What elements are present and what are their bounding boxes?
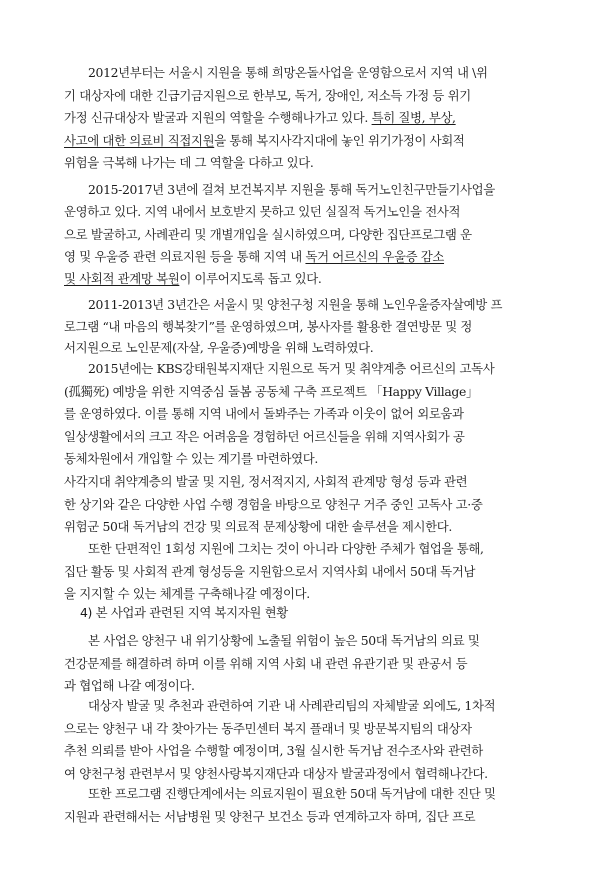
line-text: 한 상기와 같은 다양한 사업 수행 경험을 바탕으로 양천구 거주 중인 고독사 고·중 (64, 496, 483, 512)
line-text: 기 대상자에 대한 긴급기금지원으로 한부모, 독거, 장애인, 저소득 가정 등 위기 (64, 87, 471, 103)
line-text: 2012년부터는 서울시 지원을 통해 희망온돌사업을 운영함으로서 지역 내 \위 (88, 65, 488, 80)
line-text: 이 이루어지도록 돕고 있다. (179, 271, 322, 287)
paragraph-line (64, 720, 536, 738)
paragraph-line (64, 808, 536, 826)
line-text: 로그램 “내 마음의 행복찾기”를 운영하였으며, 봉사자를 활용한 결연방문 및 정 (64, 318, 473, 334)
line-text: 위험을 극복해 나가는 데 그 역할을 다하고 있다. (64, 155, 314, 170)
paragraph-line (88, 296, 536, 314)
line-text: 를 운영하였다. 이를 통해 지역 내에서 돌봐주는 가족과 이웃이 없어 외로움과 (64, 406, 464, 421)
line-text: 건강문제를 해결하려 하며 이를 위해 지역 사회 내 관련 유관기관 및 관공서 등 (64, 655, 468, 671)
line-text: 사각지대 취약계층의 발굴 및 지원, 정서적지지, 사회적 관계망 형성 등과 관련 (64, 474, 468, 489)
paragraph-line (88, 697, 536, 715)
paragraph-line (64, 383, 536, 401)
line-text: 또한 단편적인 1회성 지원에 그치는 것이 아니라 다양한 주체가 협업을 통해, (88, 541, 484, 556)
line-text: 일상생활에서의 크고 작은 어려움을 경험하던 어르신들을 위해 지역사회가 공 (64, 428, 465, 444)
paragraph-line (64, 226, 536, 244)
line-text: 지원과 관련해서는 서남병원 및 양천구 보건소 등과 연계하고자 하며, 집단 프로 (64, 808, 476, 824)
line-text: (孤獨死) 예방을 위한 지역중심 돌봄 공동체 구축 프로젝트 「Happy Village」 (64, 383, 478, 399)
paragraph-line (64, 318, 536, 336)
line-text: 으로 발굴하고, 사례관리 및 개별개입을 실시하였으며, 다양한 집단프로그램 운 (64, 226, 472, 242)
line-text: 2011-2013년 3년간은 서울시 및 양천구청 지원을 통해 노인우울증자살예방 프 (88, 297, 503, 312)
line-text: 4) 본 사업과 관련된 지역 복지자원 현황 (80, 605, 288, 620)
paragraph-line (64, 518, 536, 536)
paragraph-line (64, 563, 536, 581)
line-text: 동체차원에서 개입할 수 있는 계기를 마련하였다. (64, 451, 318, 466)
paragraph-line (64, 270, 536, 288)
paragraph-line (64, 742, 536, 760)
line-text: 으로는 양천구 내 각 찾아가는 동주민센터 복지 플래너 및 방문복지팀의 대상자 (64, 720, 472, 736)
line-text: 가정 신규대상자 발굴과 지원의 역할을 수행해나가고 있다. (64, 110, 372, 125)
paragraph-line (64, 132, 536, 150)
paragraph-line (64, 154, 536, 172)
line-text: 추천 의뢰를 받아 사업을 수행할 예정이며, 3월 실시한 독거남 전수조사와 관련하 (64, 743, 483, 758)
paragraph-line (64, 339, 536, 357)
line-text: 운영하고 있다. 지역 내에서 보호받지 못하고 있던 실질적 독거노인을 전사적 (64, 204, 461, 220)
paragraph-line (64, 655, 536, 673)
paragraph-line (64, 450, 536, 468)
line-text: 대상자 발굴 및 추천과 관련하여 기관 내 사례관리팀의 자체발굴 외에도, 1차적 (88, 698, 496, 713)
line-text: 을 통해 복지사각지대에 놓인 위기가정이 사회적 (214, 132, 465, 148)
line-text: 여 양천구청 관련부서 및 양천사랑복지재단과 대상자 발굴과정에서 협력해나간다. (64, 765, 488, 781)
paragraph-line (64, 109, 536, 127)
underlined-text: 특히 질병, 부상, (371, 110, 456, 125)
line-text: 위험군 50대 독거남의 건강 및 의료적 문제상황에 대한 솔루션을 제시한다. (64, 519, 452, 534)
line-text: 2015-2017년 3년에 걸쳐 보건복지부 지원을 통해 독거노인친구만들기사업을 (88, 182, 495, 197)
paragraph-line (88, 785, 536, 803)
paragraph-line (64, 765, 536, 783)
underlined-text: 사고에 대한 의료비 직접지원 (64, 132, 215, 148)
line-text: 또한 프로그램 진행단계에서는 의료지원이 필요한 50대 독거남에 대한 진단 및 (88, 786, 496, 801)
line-text: 집단 활동 및 사회적 관계 형성등을 지원함으로서 지역사회 내에서 50대 독거남 (64, 563, 476, 579)
paragraph-line (88, 540, 536, 558)
paragraph-line (64, 585, 536, 603)
paragraph-line (88, 64, 536, 82)
paragraph-line (64, 428, 536, 446)
paragraph-line (64, 203, 536, 221)
line-text: 영 및 우울증 관련 의료지원 등을 통해 지역 내 (64, 248, 306, 264)
paragraph-line (64, 87, 536, 105)
paragraph-line (64, 677, 536, 695)
paragraph-line (64, 405, 536, 423)
paragraph-line (88, 181, 536, 199)
underlined-text: 및 사회적 관계망 복원 (64, 271, 180, 287)
line-text: 을 지지할 수 있는 체계를 구축해나갈 예정이다. (64, 586, 310, 601)
paragraph-line (64, 496, 536, 514)
paragraph-line (88, 632, 536, 650)
paragraph-line (64, 248, 536, 266)
paragraph-line (88, 360, 536, 378)
line-text: 서지원으로 노인문제(자살, 우울증)예방을 위해 노력하였다. (64, 340, 374, 355)
line-text: 2015년에는 KBS강태원복지재단 지원으로 독거 및 취약계층 어르신의 고독사 (88, 361, 495, 376)
line-text: 본 사업은 양천구 내 위기상황에 노출될 위험이 높은 50대 독거남의 의료 및 (88, 633, 480, 648)
section-heading (80, 604, 536, 622)
line-text: 과 협업해 나갈 예정이다. (64, 678, 195, 693)
underlined-text: 독거 어르신의 우울증 감소 (305, 248, 445, 264)
paragraph-line (64, 473, 536, 491)
